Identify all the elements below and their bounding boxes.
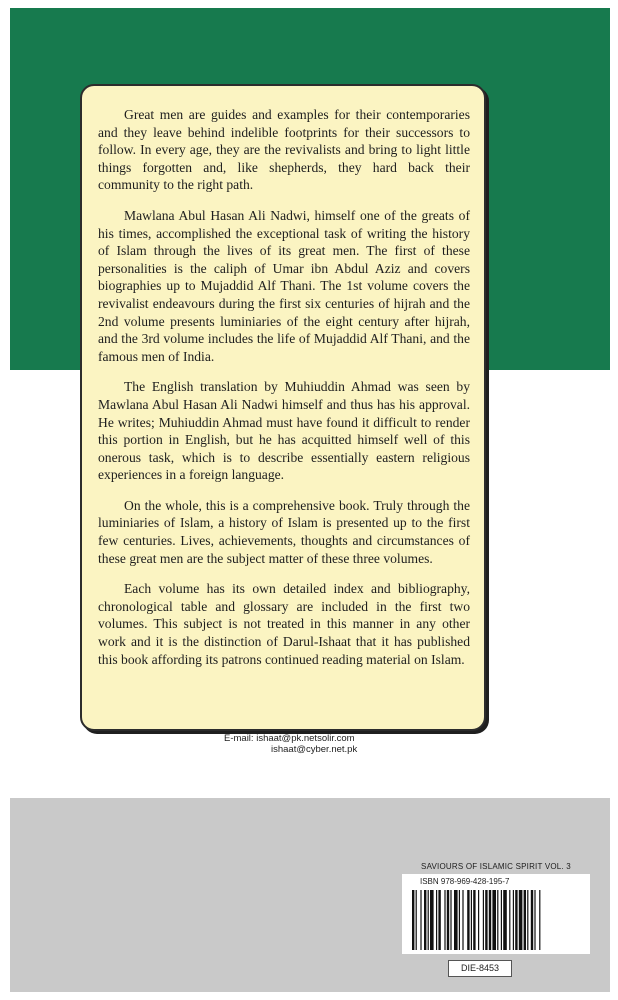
barcode-bar <box>412 890 414 950</box>
barcode-bar <box>519 890 523 950</box>
barcode-bar <box>428 890 429 950</box>
barcode-bar <box>513 890 514 950</box>
barcode-bar <box>471 890 472 950</box>
barcode-bar <box>454 890 458 950</box>
blurb-paragraph-2: Mawlana Abul Hasan Ali Nadwi, himself one of the greats of his times, accomplished the exceptional task of writing the history of Islam through the lives of its great men. The first of these personalities is the caliph of Umar ibn Abdul Aziz and covers biographies up to Mujaddid Alf Thani. The 1st volume covers the revivalist endeavours during the first six centuries of hijrah and the 2nd volume presents luminiaries of the eight century after hijrah, and the 3rd volume includes the life of Mujaddid Alf Thani, and the famous men of India. <box>98 207 470 364</box>
blurb-paragraph-3: The English translation by Muhiuddin Ahmad was seen by Mawlana Abul Hasan Ali Nadwi himself and thus has his approval. He writes; Muhiuddin Ahmad must have found it difficult to render this portion in English, but he has acquitted himself well of this onerous task, which is to describe essentially eastern religious experiences in a foreign language. <box>98 379 470 483</box>
barcode-bar <box>444 890 445 950</box>
barcode-bar <box>534 890 535 950</box>
barcode-bar <box>489 890 491 950</box>
barcode-bar <box>436 890 437 950</box>
barcode-bar <box>515 890 517 950</box>
blurb-paragraph-5: Each volume has its own detailed index and bibliography, chronological table and glossary are included in the first two volumes. This subject is not treated in this manner in any other work and it is the distinction of Darul-Ishaat that it has published this book affording its patrons continued reading material on Islam. <box>98 581 470 667</box>
blurb-box <box>80 84 486 731</box>
contact-info <box>224 733 357 755</box>
barcode-bar <box>539 890 540 950</box>
barcode-bar <box>459 890 460 950</box>
blurb-paragraph-1: Great men are guides and examples for their contemporaries and they leave behind indelible footprints for their successors to follow. In every age, they are the revivalists and bring to light little things forgotten and, like shepherds, they hard back their community to the right path. <box>98 107 470 193</box>
barcode-bar <box>492 890 496 950</box>
barcode-bar <box>478 890 479 950</box>
barcode-bar <box>416 890 417 950</box>
barcode-bar <box>424 890 426 950</box>
barcode-bar <box>524 890 526 950</box>
barcode-bar <box>527 890 528 950</box>
barcode-bar <box>438 890 440 950</box>
barcode-bar <box>509 890 510 950</box>
barcode-bar <box>497 890 498 950</box>
barcode-bar <box>430 890 434 950</box>
series-title: SAVIOURS OF ISLAMIC SPIRIT VOL. 3 <box>421 862 571 871</box>
barcode-label <box>402 874 590 954</box>
isbn-number: ISBN 978-969-428-195-7 <box>420 877 510 886</box>
barcode-bar <box>450 890 451 950</box>
email-address-2[interactable]: ishaat@cyber.net.pk <box>271 744 358 755</box>
barcode-bar <box>501 890 502 950</box>
barcode-bar <box>473 890 475 950</box>
barcode-bar <box>503 890 507 950</box>
barcode-bar <box>467 890 469 950</box>
barcode-bar <box>447 890 449 950</box>
barcode-bar <box>483 890 484 950</box>
email-label: E-mail: <box>224 733 254 744</box>
barcode-bars <box>412 890 580 950</box>
barcode-bar <box>531 890 533 950</box>
barcode-bar <box>485 890 487 950</box>
email-address-1[interactable]: ishaat@pk.netsolir.com <box>256 733 355 744</box>
barcode-bar <box>462 890 463 950</box>
blurb-paragraph-4: On the whole, this is a comprehensive book. Truly through the luminiaries of Islam, a history of Islam is presented up to the first few centuries. Lives, achievements, thoughts and circumstances of these great men are the subject matter of these three volumes. <box>98 497 470 566</box>
catalog-code: DIE-8453 <box>448 960 512 977</box>
barcode-bar <box>420 890 421 950</box>
